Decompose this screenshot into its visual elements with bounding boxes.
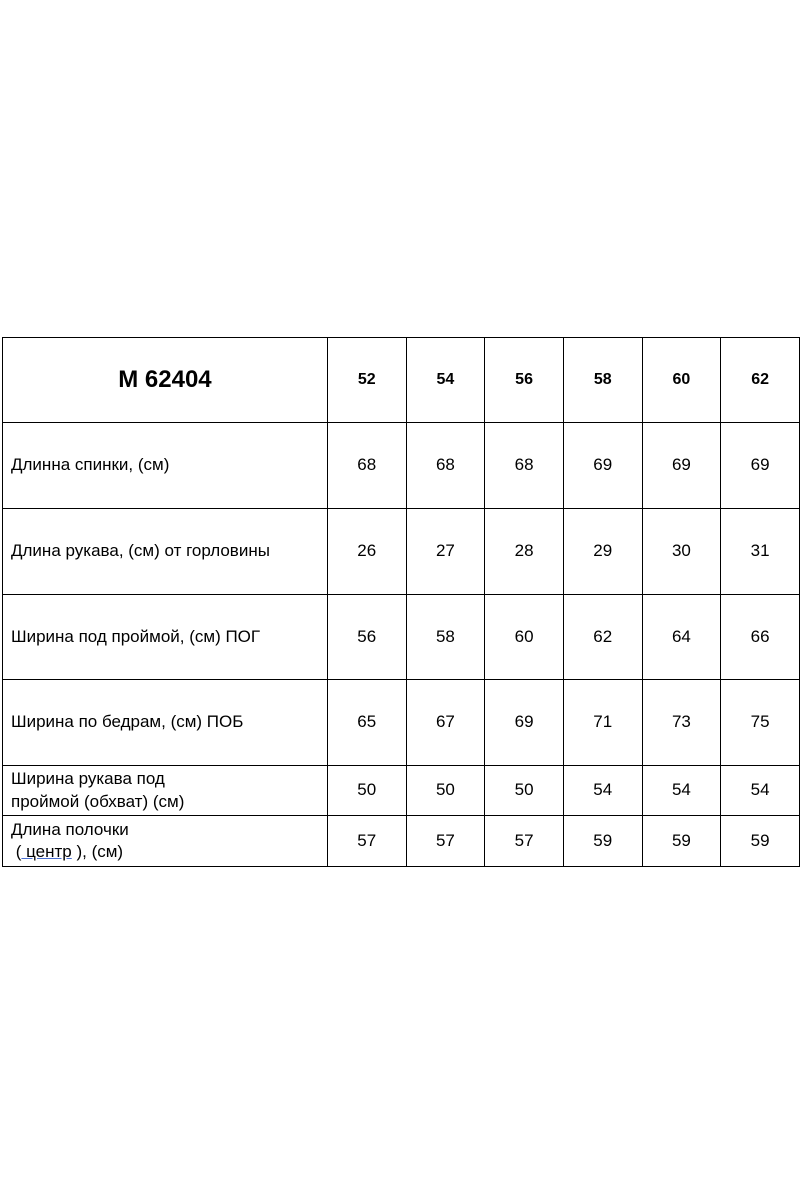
table-cell: 68 (485, 423, 564, 509)
row-label-line: Длина полочки (11, 819, 129, 839)
table-cell: 73 (642, 680, 721, 766)
row-label (3, 816, 328, 867)
size-header: 58 (563, 338, 642, 423)
table-row (3, 680, 800, 766)
table-cell: 69 (485, 680, 564, 766)
table-cell: 50 (485, 766, 564, 816)
table-cell: 30 (642, 509, 721, 595)
table-cell: 29 (563, 509, 642, 595)
table-cell: 54 (563, 766, 642, 816)
size-header: 60 (642, 338, 721, 423)
table-cell: 75 (721, 680, 800, 766)
label-prefix: ( (11, 842, 22, 861)
table-cell: 60 (485, 595, 564, 680)
size-table (2, 337, 800, 867)
table-cell: 69 (721, 423, 800, 509)
table-cell: 50 (327, 766, 406, 816)
table-cell: 59 (721, 816, 800, 867)
table-cell: 71 (563, 680, 642, 766)
model-number: М 62404 (3, 338, 328, 423)
row-label-line: Ширина под проймой, (см) ПОГ (11, 626, 261, 646)
table-cell: 69 (642, 423, 721, 509)
table-cell: 50 (406, 766, 485, 816)
table-cell: 28 (485, 509, 564, 595)
label-suffix: ), (см) (71, 842, 124, 861)
table-cell: 26 (327, 509, 406, 595)
table-cell: 54 (721, 766, 800, 816)
table-cell: 57 (327, 816, 406, 867)
row-label (3, 766, 328, 816)
table-row (3, 766, 800, 816)
table-cell: 67 (406, 680, 485, 766)
table-cell: 59 (563, 816, 642, 867)
table-cell: 27 (406, 509, 485, 595)
table-cell: 56 (327, 595, 406, 680)
row-label (3, 680, 328, 766)
size-header: 52 (327, 338, 406, 423)
row-label-line: проймой (обхват) (см) (11, 791, 185, 811)
row-label-line: Ширина по бедрам, (см) ПОБ (11, 712, 244, 732)
row-label-line-2 (11, 841, 327, 863)
table-cell: 68 (327, 423, 406, 509)
table-cell: 57 (485, 816, 564, 867)
table-header-row (3, 338, 800, 423)
table-cell: 58 (406, 595, 485, 680)
table-cell: 31 (721, 509, 800, 595)
size-header: 56 (485, 338, 564, 423)
table-cell: 69 (563, 423, 642, 509)
table-cell: 68 (406, 423, 485, 509)
table-row (3, 816, 800, 867)
table-cell: 57 (406, 816, 485, 867)
row-label-line: Длина рукава, (см) от горловины (11, 541, 270, 561)
row-label-line: Ширина рукава под (11, 769, 165, 789)
table-cell: 65 (327, 680, 406, 766)
size-header: 62 (721, 338, 800, 423)
table-cell: 62 (563, 595, 642, 680)
row-label (3, 595, 328, 680)
row-label (3, 509, 328, 595)
table-cell: 66 (721, 595, 800, 680)
table-row (3, 423, 800, 509)
table-cell: 64 (642, 595, 721, 680)
label-underlined-text: центр (21, 842, 72, 861)
row-label (3, 423, 328, 509)
table-cell: 59 (642, 816, 721, 867)
row-label-line: Длинна спинки, (см) (11, 455, 170, 475)
size-header: 54 (406, 338, 485, 423)
table-row (3, 509, 800, 595)
table-row (3, 595, 800, 680)
table-cell: 54 (642, 766, 721, 816)
